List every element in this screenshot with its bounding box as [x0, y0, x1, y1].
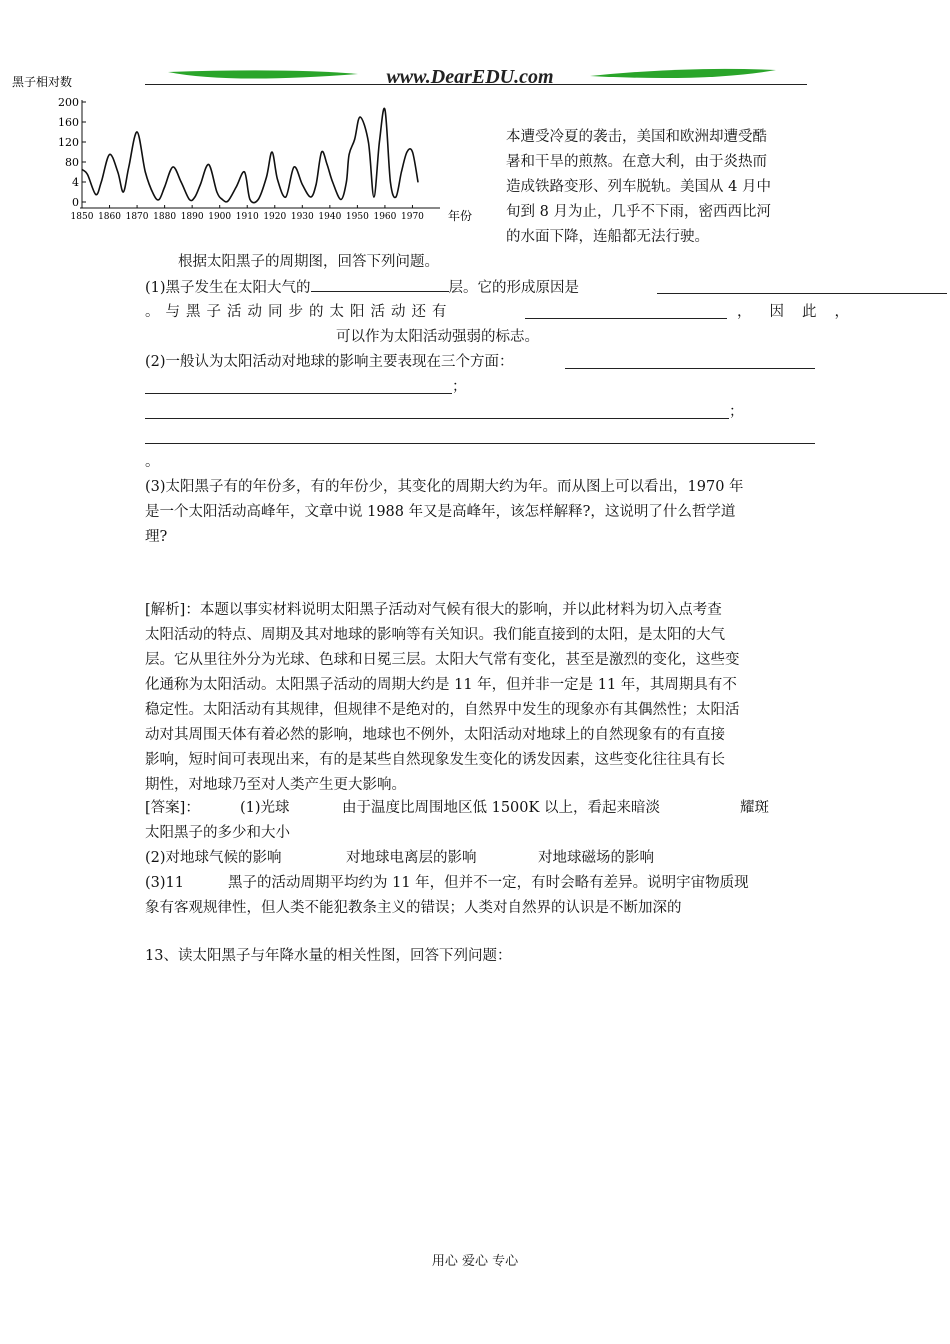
page-footer: 用心 爱心 专心 — [431, 1254, 519, 1269]
sunspot-data-point — [244, 171, 245, 172]
sunspot-data-point — [227, 200, 228, 201]
sunspot-data-point — [340, 199, 341, 200]
sunspot-data-point — [258, 199, 259, 200]
sunspot-data-point — [277, 179, 278, 180]
sunspot-data-point — [87, 174, 88, 175]
right-text-line-1: 本遭受冷夏的袭击，美国和欧洲却遭受酷 — [506, 129, 767, 145]
question-3 — [145, 475, 744, 550]
sunspot-data-point — [395, 196, 396, 197]
sunspot-data-point — [181, 181, 182, 182]
sunspot-data-point — [136, 131, 137, 132]
sunspot-data-point — [332, 181, 333, 182]
sunspot-data-point — [128, 166, 129, 167]
sunspot-data-point — [346, 181, 347, 182]
sunspot-data-point — [310, 196, 311, 197]
q2-semicolon-2: ； — [729, 404, 744, 420]
analysis-line-6: 动对其周围天体有着必然的影响，地球也不例外，太阳活动对地球上的自然现象有的有直接 — [145, 727, 725, 743]
sunspot-data-point — [315, 184, 316, 185]
logo-text: www.DearEDU.com — [386, 66, 554, 88]
analysis-line-1: [解析]：本题以事实材料说明太阳黑子活动对气候有很大的影响，并以此材料为切入点考查 — [145, 602, 722, 618]
q2-blank-1b[interactable] — [145, 379, 452, 394]
right-text-line-2: 暑和干旱的煎熬。在意大利，由于炎热而 — [506, 154, 767, 170]
sunspot-data-point — [208, 164, 209, 165]
q1-text-e: 可以作为太阳活动强弱的标志。 — [336, 329, 539, 345]
question-1-line-2 — [145, 302, 453, 322]
answer-1-part-2: 由于温度比周围地区低 1500K 以上，看起来暗淡 — [342, 800, 660, 816]
right-text-line-3: 造成铁路变形、列车脱轨。美国从 4 月中 — [506, 179, 771, 195]
sunspot-data-point — [293, 166, 294, 167]
sunspot-data-point — [249, 199, 250, 200]
sunspot-data-point — [285, 196, 286, 197]
q2-semicolon-1: ； — [452, 379, 467, 395]
sunspot-data-point — [109, 154, 110, 155]
sunspot-data-point — [401, 171, 402, 172]
q3-line-1: (3)太阳黑子有的年份多，有的年份少，其变化的周期大约为年。而从图上可以看出，1970 年 — [145, 479, 744, 495]
sunspot-series-line — [82, 108, 418, 202]
chart-x-tick-label: 1930 — [290, 212, 314, 222]
sunspot-data-point — [117, 171, 118, 172]
q1-blank-layer[interactable] — [311, 277, 449, 292]
question-1-line-1 — [145, 277, 579, 298]
sunspot-data-point — [81, 169, 82, 170]
analysis-line-8: 期性，对地球乃至对人类产生更大影响。 — [145, 777, 406, 793]
sunspot-data-point — [368, 141, 369, 142]
q2-text-a: (2)一般认为太阳活动对地球的影响主要表现在三个方面： — [145, 354, 514, 370]
sunspot-data-point — [390, 181, 391, 182]
q1-blank-cause[interactable] — [657, 279, 947, 294]
sunspot-data-point — [145, 171, 146, 172]
chart-x-tick-label: 1970 — [401, 212, 424, 222]
q3-line-3: 理? — [145, 529, 168, 545]
answer-1-part-4: 太阳黑子的多少和大小 — [145, 825, 290, 841]
analysis-block — [145, 598, 740, 798]
chart-ylabel: 黑子相对数 — [12, 75, 73, 89]
sunspot-data-point — [406, 151, 407, 152]
sunspot-points — [81, 109, 418, 202]
logo-swoosh-right — [590, 69, 776, 78]
q1-text-c: 。与黑子活动同步的太阳活动还有 — [145, 304, 453, 320]
chart-y-tick-label: 80 — [65, 156, 79, 169]
chart-x-tick-label: 1850 — [70, 212, 94, 222]
analysis-line-7: 影响，短时间可表现出来，有的是某些自然现象发生变化的诱发因素，这些变化往往具有长 — [145, 752, 725, 768]
sunspot-data-point — [159, 199, 160, 200]
q2-blank-2[interactable] — [145, 404, 729, 419]
q1-text-b: 层。它的形成原因是 — [448, 280, 580, 296]
q1-text-d: ，因此， — [737, 304, 867, 320]
answer-3-part-2: 黑子的活动周期平均约为 11 年，但并不一定，有时会略有差异。说明宇宙物质现 — [228, 875, 749, 891]
sunspot-data-point — [216, 191, 217, 192]
chart-x-tick-label: 1940 — [318, 212, 342, 222]
sunspot-data-point — [360, 116, 361, 117]
chart-x-tick-label: 1880 — [153, 212, 177, 222]
chart-x-tick-label: 1960 — [373, 212, 397, 222]
sunspot-data-point — [153, 194, 154, 195]
chart-x-tick-label: 1900 — [208, 212, 232, 222]
answer-1-part-3: 耀斑 — [740, 800, 769, 816]
analysis-line-5: 稳定性。太阳活动有其规律，但规律不是绝对的，自然界中发生的现象亦有其偶然性；太阳活 — [145, 702, 740, 718]
sunspot-data-point — [373, 196, 374, 197]
sunspot-data-point — [271, 151, 272, 152]
sunspot-data-point — [266, 176, 267, 177]
sunspot-data-point — [101, 181, 102, 182]
sunspot-data-point — [194, 196, 195, 197]
sunspot-chart-svg — [0, 70, 490, 230]
chart-y-tick-label: 120 — [58, 136, 79, 149]
sunspot-chart — [0, 70, 490, 230]
sunspot-data-point — [164, 186, 165, 187]
sunspot-data-point — [200, 184, 201, 185]
sunspot-data-point — [302, 184, 303, 185]
answer-label: [答案]： — [145, 800, 200, 816]
answer-2-part-3: 对地球磁场的影响 — [538, 850, 654, 866]
q3-line-2: 是一个太阳活动高峰年，文章中说 1988 年又是高峰年，该怎样解释?，这说明了什么哲学道 — [145, 504, 736, 520]
analysis-line-3: 层。它从里往外分为光球、色球和日冕三层。太阳大气常有变化，甚至是激烈的变化，这些变 — [145, 652, 740, 668]
question-2-line-1 — [145, 352, 514, 372]
q2-period: 。 — [145, 454, 160, 470]
chart-x-tick-label: 1870 — [125, 212, 149, 222]
chart-x-tick-label: 1950 — [345, 212, 369, 222]
chart-x-tick-label: 1910 — [235, 212, 259, 222]
q2-blank-1a[interactable] — [565, 354, 815, 369]
sunspot-data-point — [379, 141, 380, 142]
question-intro: 根据太阳黑子的周期图，回答下列问题。 — [178, 254, 439, 270]
sunspot-data-point — [222, 199, 223, 200]
chart-x-tick-label: 1920 — [263, 212, 287, 222]
sunspot-data-point — [354, 139, 355, 140]
chart-xlabel: 年份 — [448, 209, 473, 223]
answer-2-part-2: 对地球电离层的影响 — [346, 850, 477, 866]
chart-y-tick-label: 4 — [72, 176, 79, 189]
sunspot-data-point — [123, 191, 124, 192]
sunspot-data-point — [172, 166, 173, 167]
right-text-line-5: 的水面下降，连船都无法行驶。 — [506, 229, 709, 245]
question-13: 13、读太阳黑子与年降水量的相关性图，回答下列问题： — [145, 948, 512, 964]
analysis-line-2: 太阳活动的特点、周期及其对地球的影响等有关知识。我们能直接到的太阳，是太阳的大气 — [145, 627, 725, 643]
chart-x-tick-label: 1860 — [98, 212, 121, 222]
right-text-line-4: 旬到 8 月为止，几乎不下雨，密西西比河 — [506, 204, 771, 220]
sunspot-data-point — [95, 194, 96, 195]
chart-y-tick-label: 160 — [58, 116, 79, 129]
sunspot-data-point — [412, 151, 413, 152]
sunspot-data-point — [189, 199, 190, 200]
answer-3-part-1: (3)11 — [145, 875, 184, 891]
q1-blank-activity[interactable] — [525, 304, 727, 319]
sunspot-data-point — [384, 109, 385, 110]
chart-y-tick-label: 0 — [72, 196, 79, 209]
answer-2-part-1: (2)对地球气候的影响 — [145, 850, 282, 866]
sunspot-data-point — [417, 181, 418, 182]
sunspot-data-point — [321, 151, 322, 152]
answer-1-part-1: (1)光球 — [240, 800, 290, 816]
q1-text-a: (1)黑子发生在太阳大气的 — [145, 280, 311, 296]
sunspot-data-point — [326, 164, 327, 165]
sunspot-data-point — [349, 154, 350, 155]
q2-blank-3[interactable] — [145, 429, 815, 444]
sunspot-data-point — [236, 186, 237, 187]
answer-3-part-3: 象有客观规律性，但人类不能犯教条主义的错误；人类对自然界的认识是不断加深的 — [145, 900, 682, 916]
chart-x-tick-label: 1890 — [180, 212, 204, 222]
chart-y-tick-label: 200 — [58, 96, 79, 109]
analysis-line-4: 化通称为太阳活动。太阳黑子活动的周期大约是 11 年，但并非一定是 11 年，其周期具有不 — [145, 677, 737, 693]
